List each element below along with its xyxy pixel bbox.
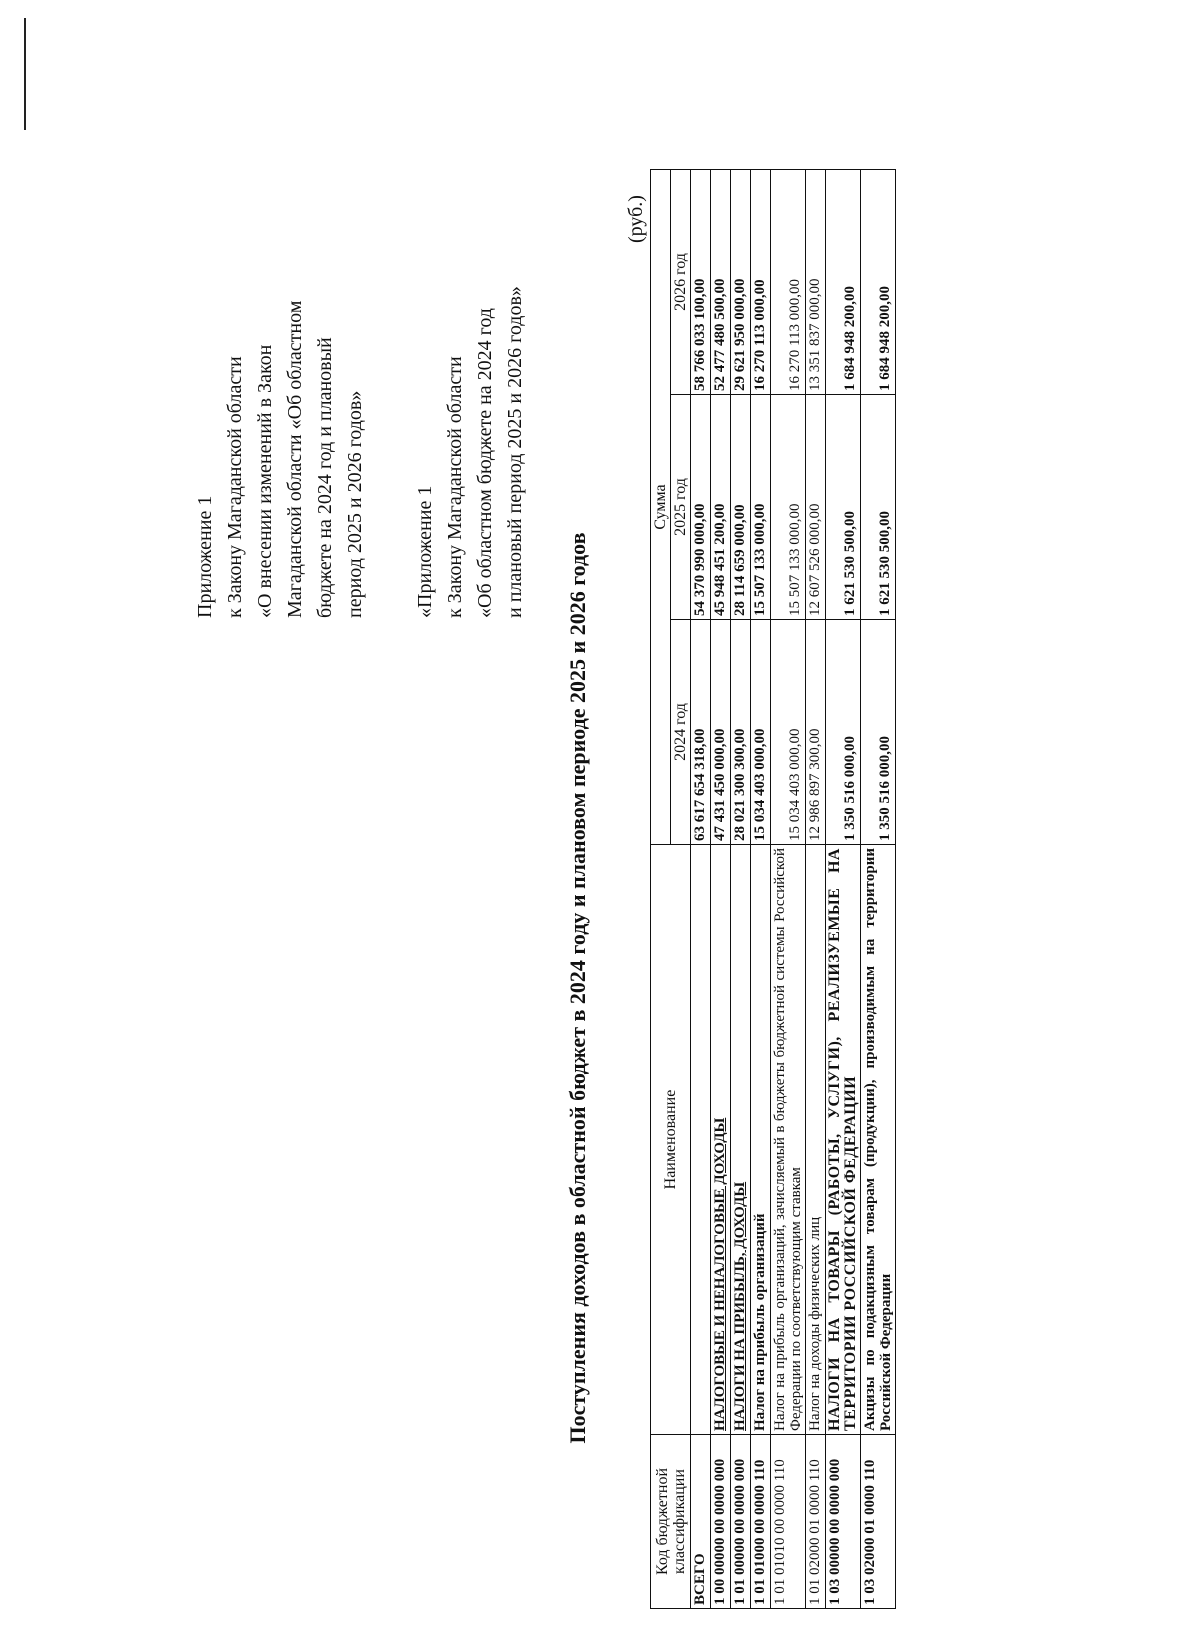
row-value-2026: 1 684 948 200,00	[826, 170, 861, 395]
row-name	[691, 845, 711, 1435]
table-row	[826, 170, 861, 1609]
note-line: «Приложение 1	[414, 485, 436, 618]
document-title: Поступления доходов в областной бюджет в 2024 году и плановом периоде 2025 и 2026 годов	[565, 532, 590, 1444]
header-code: Код бюджетной классификации	[651, 1435, 691, 1609]
row-name: Акцизы по подакцизным товарам (продукции), производимым на территории Российской Федерации	[861, 845, 896, 1435]
revenue-table	[650, 169, 896, 1609]
row-value-2026: 29 621 950 000,00	[731, 170, 751, 395]
note-line: «О внесении изменений в Закон	[254, 344, 276, 618]
table-row	[806, 170, 826, 1609]
row-value-2025: 45 948 451 200,00	[711, 395, 731, 620]
row-value-2026: 58 766 033 100,00	[691, 170, 711, 395]
note-line: период 2025 и 2026 годов»	[344, 390, 366, 618]
row-value-2025: 1 621 530 500,00	[861, 395, 896, 620]
table-row	[731, 170, 751, 1609]
row-name: НАЛОГИ НА ПРИБЫЛЬ, ДОХОДЫ	[731, 845, 751, 1435]
note-line: к Закону Магаданской области	[444, 356, 466, 618]
row-value-2024: 1 350 516 000,00	[861, 620, 896, 845]
note-line: «Об областном бюджете на 2024 год	[474, 308, 496, 618]
row-name: Налог на доходы физических лиц	[806, 845, 826, 1435]
row-name: НАЛОГОВЫЕ И НЕНАЛОГОВЫЕ ДОХОДЫ	[711, 845, 731, 1435]
row-code: ВСЕГО	[691, 1435, 711, 1609]
revenue-table-wrapper	[650, 169, 896, 1609]
row-code: 1 01 00000 00 0000 000	[731, 1435, 751, 1609]
row-value-2025: 28 114 659 000,00	[731, 395, 751, 620]
note-line: к Закону Магаданской области	[224, 356, 246, 618]
table-row	[751, 170, 771, 1609]
header-sum: Сумма	[651, 170, 671, 845]
row-name: Налог на прибыль организаций	[751, 845, 771, 1435]
row-code: 1 00 00000 00 0000 000	[711, 1435, 731, 1609]
row-value-2025: 1 621 530 500,00	[826, 395, 861, 620]
header-2026: 2026 год	[671, 170, 691, 395]
row-code: 1 01 01000 00 0000 110	[751, 1435, 771, 1609]
appendix-original-note	[410, 163, 530, 618]
row-name: НАЛОГИ НА ТОВАРЫ (РАБОТЫ, УСЛУГИ), РЕАЛИЗУЕМЫЕ НА ТЕРРИТОРИИ РОССИЙСКОЙ ФЕДЕРАЦИИ	[826, 845, 861, 1435]
row-value-2026: 1 684 948 200,00	[861, 170, 896, 395]
row-code: 1 03 00000 00 0000 000	[826, 1435, 861, 1609]
row-value-2026: 13 351 837 000,00	[806, 170, 826, 395]
unit-label: (руб.)	[625, 195, 647, 243]
row-value-2024: 28 021 300 300,00	[731, 620, 751, 845]
row-value-2026: 16 270 113 000,00	[771, 170, 806, 395]
row-value-2025: 12 607 526 000,00	[806, 395, 826, 620]
row-name: Налог на прибыль организаций, зачисляемый в бюджеты бюджетной системы Российской Федерации по соответствующим ставкам	[771, 845, 806, 1435]
header-2024: 2024 год	[671, 620, 691, 845]
header-2025: 2025 год	[671, 395, 691, 620]
row-value-2025: 54 370 990 000,00	[691, 395, 711, 620]
table-row	[691, 170, 711, 1609]
table-row	[711, 170, 731, 1609]
row-value-2024: 1 350 516 000,00	[826, 620, 861, 845]
row-value-2024: 63 617 654 318,00	[691, 620, 711, 845]
note-line: бюджете на 2024 год и плановый	[314, 337, 336, 618]
row-code: 1 01 01010 00 0000 110	[771, 1435, 806, 1609]
header-name: Наименование	[651, 845, 691, 1435]
row-value-2024: 47 431 450 000,00	[711, 620, 731, 845]
row-value-2025: 15 507 133 000,00	[751, 395, 771, 620]
row-value-2024: 15 034 403 000,00	[751, 620, 771, 845]
appendix-amendment-note	[190, 163, 370, 618]
row-value-2026: 16 270 113 000,00	[751, 170, 771, 395]
row-value-2024: 12 986 897 300,00	[806, 620, 826, 845]
row-value-2026: 52 477 480 500,00	[711, 170, 731, 395]
note-line: Приложение 1	[194, 495, 216, 618]
row-value-2024: 15 034 403 000,00	[771, 620, 806, 845]
note-line: и плановый период 2025 и 2026 годов»	[504, 286, 526, 618]
note-line: Магаданской области «Об областном	[284, 300, 306, 618]
row-code: 1 03 02000 01 0000 110	[861, 1435, 896, 1609]
table-row	[861, 170, 896, 1609]
row-code: 1 01 02000 01 0000 110	[806, 1435, 826, 1609]
table-row	[771, 170, 806, 1609]
row-value-2025: 15 507 133 000,00	[771, 395, 806, 620]
header-row	[651, 170, 671, 1609]
